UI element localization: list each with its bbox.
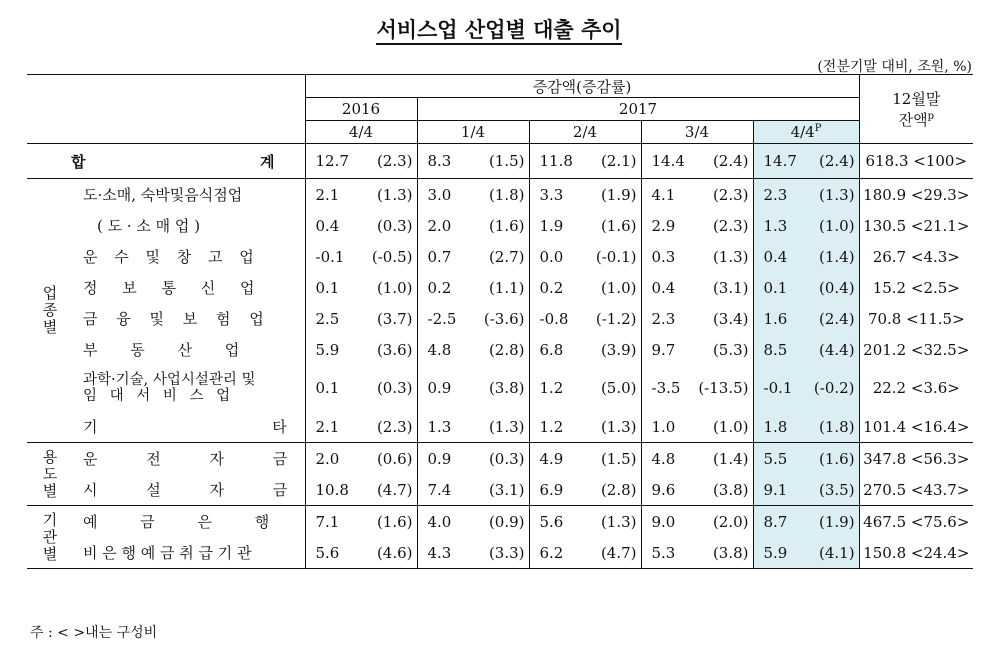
- row-label: 운 전 자 금: [83, 450, 288, 468]
- table-cell: 1.8 (1.8): [753, 411, 859, 443]
- row-label: 도·소매, 숙박및음식점업: [83, 186, 243, 204]
- table-cell: 14.7 (2.4): [753, 144, 859, 179]
- table-cell: 2.9 (2.3): [641, 210, 753, 241]
- table-cell: 5.3 (3.8): [641, 537, 753, 569]
- table-cell: 180.9 <29.3>: [859, 179, 973, 211]
- table-cell: 0.1 (0.4): [753, 272, 859, 303]
- row-label: 예 금 은 행: [83, 513, 270, 531]
- row-label: 시 설 자 금: [73, 474, 305, 506]
- table-cell: 150.8 <24.4>: [859, 537, 973, 569]
- table-cell: 4.3 (3.3): [417, 537, 529, 569]
- table-cell: 0.2 (1.1): [417, 272, 529, 303]
- table-cell: 9.6 (3.8): [641, 474, 753, 506]
- table-cell: 6.9 (2.8): [529, 474, 641, 506]
- quarter-4: $4/4^P$: [753, 121, 859, 144]
- table-cell: 5.9 (3.6): [305, 334, 417, 365]
- table-cell: 4.1 (2.3): [641, 179, 753, 211]
- table-cell: 1.2 (5.0): [529, 365, 641, 411]
- table-cell: 270.5 <43.7>: [859, 474, 973, 506]
- table-cell: 4.8 (1.4): [641, 443, 753, 475]
- table-cell: 9.7 (5.3): [641, 334, 753, 365]
- table-cell: 2.0 (1.6): [417, 210, 529, 241]
- table-cell: 5.5 (1.6): [753, 443, 859, 475]
- row-label: 운 수 및 창 고 업: [83, 248, 260, 266]
- table-cell: -2.5 (-3.6): [417, 303, 529, 334]
- table-cell: 5.6 (4.6): [305, 537, 417, 569]
- table-cell: 22.2 <3.6>: [859, 365, 973, 411]
- table-title: 서비스업 산업별 대출 추이: [0, 14, 998, 44]
- total-row: [27, 144, 973, 179]
- table-cell: 12.7 (2.3): [305, 144, 417, 179]
- table-cell: 6.8 (3.9): [529, 334, 641, 365]
- table-cell: 5.6 (1.3): [529, 506, 641, 538]
- quarter-2: 2/4: [529, 121, 641, 144]
- table-cell: 0.2 (1.0): [529, 272, 641, 303]
- table-cell: 2.3 (1.3): [753, 179, 859, 211]
- table-cell: -0.1 (-0.5): [305, 241, 417, 272]
- table-cell: 0.1 (1.0): [305, 272, 417, 303]
- balance-header: 12월말 잔액$^p$: [859, 75, 973, 144]
- table-cell: -0.8 (-1.2): [529, 303, 641, 334]
- table-cell: 6.2 (4.7): [529, 537, 641, 569]
- table-cell: 0.9 (0.3): [417, 443, 529, 475]
- table-row: [27, 179, 973, 211]
- table-cell: 1.6 (2.4): [753, 303, 859, 334]
- table-cell: 2.0 (0.6): [305, 443, 417, 475]
- table-cell: 1.2 (1.3): [529, 411, 641, 443]
- group-institution: 기관별: [27, 506, 73, 569]
- table-cell: 0.4 (3.1): [641, 272, 753, 303]
- table-cell: 4.8 (2.8): [417, 334, 529, 365]
- table-cell: 2.5 (3.7): [305, 303, 417, 334]
- table-cell: 3.3 (1.9): [529, 179, 641, 211]
- table-row: [27, 506, 973, 538]
- table-cell: 15.2 <2.5>: [859, 272, 973, 303]
- row-label: 부 동 산 업: [83, 341, 254, 359]
- table-row: [27, 272, 973, 303]
- row-label: 과학·기술, 사업시설관리 및 임 대 서 비 스 업: [83, 372, 256, 404]
- table-cell: 8.5 (4.4): [753, 334, 859, 365]
- table-cell: 10.8 (4.7): [305, 474, 417, 506]
- table-cell: 14.4 (2.4): [641, 144, 753, 179]
- table-cell: 11.8 (2.1): [529, 144, 641, 179]
- table-cell: 7.4 (3.1): [417, 474, 529, 506]
- quarter-1: 1/4: [417, 121, 529, 144]
- table-cell: 0.1 (0.3): [305, 365, 417, 411]
- corner-cell: [27, 75, 305, 144]
- table-cell: 0.7 (2.7): [417, 241, 529, 272]
- table-cell: 7.1 (1.6): [305, 506, 417, 538]
- table-cell: 4.9 (1.5): [529, 443, 641, 475]
- table-cell: 0.3 (1.3): [641, 241, 753, 272]
- row-label: ( 도 · 소 매 업 ): [97, 217, 201, 235]
- table-cell: 9.1 (3.5): [753, 474, 859, 506]
- group-use: 용도별: [27, 443, 73, 506]
- table-cell: 0.9 (3.8): [417, 365, 529, 411]
- table-cell: 70.8 <11.5>: [859, 303, 973, 334]
- table-cell: -3.5 (-13.5): [641, 365, 753, 411]
- row-label: 정 보 통 신 업: [83, 279, 265, 297]
- quarter-3: 3/4: [641, 121, 753, 144]
- quarter-2016-4: 4/4: [305, 121, 417, 144]
- table-cell: 1.3 (1.0): [753, 210, 859, 241]
- table-cell: 3.0 (1.8): [417, 179, 529, 211]
- row-label: 비 은 행 예 금 취 급 기 관: [73, 537, 305, 569]
- table-cell: 0.4 (0.3): [305, 210, 417, 241]
- row-label: 기 타: [73, 411, 305, 443]
- balance-cell: 618.3 <100>: [859, 144, 973, 179]
- table-cell: 467.5 <75.6>: [859, 506, 973, 538]
- table-cell: 26.7 <4.3>: [859, 241, 973, 272]
- row-label: 금 융 및 보 험 업: [83, 310, 271, 328]
- table-cell: 201.2 <32.5>: [859, 334, 973, 365]
- table-cell: 5.9 (4.1): [753, 537, 859, 569]
- table-row: [27, 334, 973, 365]
- footnote: 주 : < >내는 구성비: [30, 625, 158, 641]
- table-cell: 2.1 (2.3): [305, 411, 417, 443]
- table-cell: 1.9 (1.6): [529, 210, 641, 241]
- table-cell: 9.0 (2.0): [641, 506, 753, 538]
- table-cell: 0.4 (1.4): [753, 241, 859, 272]
- table-cell: 2.1 (1.3): [305, 179, 417, 211]
- table-cell: 101.4 <16.4>: [859, 411, 973, 443]
- table-cell: 347.8 <56.3>: [859, 443, 973, 475]
- loan-table: [27, 74, 973, 569]
- unit-note: (전분기말 대비, 조원, %): [817, 59, 972, 75]
- table-row: [27, 210, 973, 241]
- table-row: [27, 537, 973, 569]
- change-header: 증감액(증감률): [305, 75, 859, 98]
- year-2016: 2016: [305, 98, 417, 121]
- table-cell: 8.3 (1.5): [417, 144, 529, 179]
- table-cell: 4.0 (0.9): [417, 506, 529, 538]
- table-row: [27, 443, 973, 475]
- table-cell: 130.5 <21.1>: [859, 210, 973, 241]
- table-cell: 8.7 (1.9): [753, 506, 859, 538]
- group-industry: 업종별: [27, 179, 73, 443]
- table-row: [27, 365, 973, 411]
- table-cell: -0.1 (-0.2): [753, 365, 859, 411]
- table-cell: 0.0 (-0.1): [529, 241, 641, 272]
- table-row: [27, 303, 973, 334]
- table-row: [27, 241, 973, 272]
- table-row: [27, 411, 973, 443]
- year-2017: 2017: [417, 98, 859, 121]
- table-row: [27, 474, 973, 506]
- table-cell: 2.3 (3.4): [641, 303, 753, 334]
- table-cell: 1.3 (1.3): [417, 411, 529, 443]
- table-cell: 1.0 (1.0): [641, 411, 753, 443]
- total-label: 합 계: [27, 144, 305, 179]
